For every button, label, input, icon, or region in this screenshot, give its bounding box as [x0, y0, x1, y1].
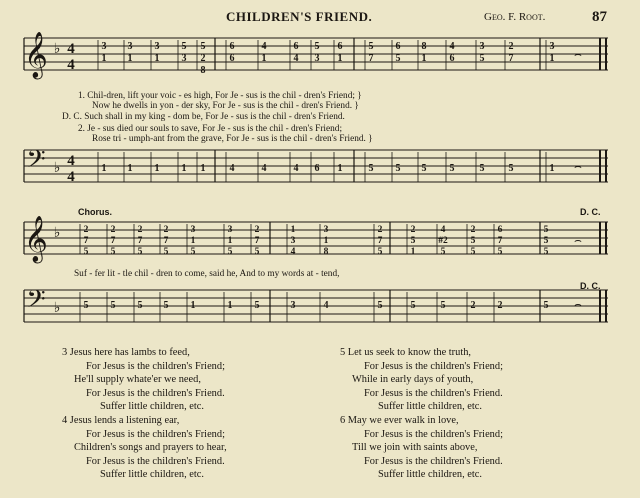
note-numeral: 2 [508, 41, 514, 52]
note-numeral: 5 [190, 247, 196, 257]
dc-label-bottom: D. C. [580, 281, 601, 291]
note-numeral: 5 [449, 163, 455, 174]
verse-line: For Jesus is the children's Friend; [364, 428, 503, 440]
verse-line: Till we join with saints above, [352, 442, 478, 454]
note-numeral: 5 [377, 247, 383, 257]
note-numeral: 4 [323, 300, 329, 311]
note-numeral: 3 [154, 41, 160, 52]
note-numeral: 5 [83, 300, 89, 311]
note-numeral: 2 [497, 300, 503, 311]
treble-clef-icon: 𝄞 [24, 216, 48, 261]
note-numeral: 5 [368, 41, 374, 52]
verse-line: Suffer little children, etc. [100, 401, 204, 413]
note-numeral: 5 [314, 41, 320, 52]
fermata-icon: ⌢ [574, 233, 582, 247]
note-numeral: 1 [261, 53, 267, 64]
note-numeral: 2 [410, 225, 416, 235]
note-numeral: 1 [190, 236, 196, 246]
note-numeral: 1 [227, 236, 233, 246]
note-numeral: 6 [395, 41, 401, 52]
note-numeral: 7 [137, 236, 143, 246]
verse-line: For Jesus is the children's Friend. [364, 387, 503, 399]
note-numeral: 3 [227, 225, 233, 235]
note-numeral: 2 [110, 225, 116, 235]
song-title: CHILDREN'S FRIEND. [226, 9, 373, 24]
verse-line: Suffer little children, etc. [378, 401, 482, 413]
note-numeral: 5 [470, 236, 476, 246]
note-numeral: 5 [470, 247, 476, 257]
note-numeral: 5 [479, 53, 485, 64]
note-numeral: 6 [229, 53, 235, 64]
note-numeral: 5 [163, 247, 169, 257]
note-numeral: 5 [543, 300, 549, 311]
note-numeral: 4 [229, 163, 235, 174]
verse-line: 4 Jesus lends a listening ear, [62, 415, 180, 426]
lyric-line-5: Rose tri - umph-ant from the grave, For Je - sus is the chil - dren's Friend. } [92, 134, 373, 144]
note-numeral: 4 [290, 247, 296, 257]
verse-line: 3 Jesus here has lambs to feed, [62, 347, 190, 358]
lyric-line-3: D. C. Such shall in my king - dom be, For Je - sus is the chil - dren's Friend. [62, 112, 345, 122]
note-numeral: 5 [479, 163, 485, 174]
note-numeral: 6 [497, 225, 503, 235]
bass-clef-icon: 𝄢 [26, 286, 46, 319]
note-numeral: 1 [200, 163, 206, 174]
note-numeral: 5 [497, 247, 503, 257]
note-numeral: 7 [110, 236, 116, 246]
note-numeral: 1 [337, 163, 343, 174]
note-numeral: 1 [227, 300, 233, 311]
note-numeral: 5 [254, 300, 260, 311]
flat-icon: ♭ [53, 226, 61, 241]
verse-5 [340, 346, 503, 414]
note-numeral: 5 [395, 53, 401, 64]
fermata-icon: ⌢ [574, 159, 582, 173]
note-numeral: 4 [293, 163, 299, 174]
verse-line: Suffer little children, etc. [100, 469, 204, 481]
lyric-line-1: 1. Chil-dren, lift your voic - es high, For Je - sus is the chil - dren's Friend; } [78, 91, 362, 101]
chorus-lyric: Suf - fer lit - tle chil - dren to come, said he, And to my words at - tend, [74, 269, 340, 279]
note-numeral: 5 [421, 163, 427, 174]
verse-line: For Jesus is the children's Friend. [86, 455, 225, 467]
note-numeral: 7 [254, 236, 260, 246]
note-numeral: 5 [508, 163, 514, 174]
note-numeral: 1 [337, 53, 343, 64]
note-numeral: 8 [421, 41, 427, 52]
note-numeral: 3 [479, 41, 485, 52]
note-numeral: 5 [110, 300, 116, 311]
note-numeral: 5 [137, 247, 143, 257]
note-numeral: 7 [368, 53, 374, 64]
note-numeral: 3 [127, 41, 133, 52]
note-numeral: 1 [127, 163, 133, 174]
note-numeral: 5 [440, 300, 446, 311]
note-numeral: #2 [438, 236, 448, 246]
note-numeral: 2 [377, 225, 383, 235]
note-numeral: 5 [137, 300, 143, 311]
flat-icon: ♭ [53, 161, 61, 176]
flat-icon: ♭ [53, 301, 61, 316]
composer-name: Geo. F. Root. [484, 11, 546, 23]
verse-line: Children's songs and prayers to hear, [74, 442, 227, 454]
verse-4 [62, 414, 227, 482]
lyric-line-4: 2. Je - sus died our souls to save, For Je - sus is the chil - dren's Friend; [78, 124, 343, 134]
note-numeral: 4 [261, 163, 267, 174]
note-numeral: 5 [410, 300, 416, 311]
note-numeral: 2 [83, 225, 89, 235]
fermata-icon: ⌢ [574, 297, 582, 311]
note-numeral: 3 [314, 53, 320, 64]
note-numeral: 5 [440, 247, 446, 257]
note-numeral: 7 [163, 236, 169, 246]
verse-line: 6 May we ever walk in love, [340, 415, 459, 426]
verse-3 [62, 346, 225, 414]
note-numeral: 6 [293, 41, 299, 52]
note-numeral: 2 [470, 225, 476, 235]
note-numeral: 3 [290, 236, 296, 246]
time-sig-top: 4 [67, 41, 75, 57]
note-numeral: 2 [163, 225, 169, 235]
note-numeral: 3 [290, 300, 296, 311]
note-numeral: 1 [101, 163, 107, 174]
note-numeral: 1 [323, 236, 329, 246]
note-numeral: 3 [549, 41, 555, 52]
lyric-line-2: Now he dwells in yon - der sky, For Je - sus is the chil - dren's Friend. } [92, 101, 359, 111]
note-numeral: 8 [323, 247, 329, 257]
note-numeral: 3 [190, 225, 196, 235]
note-numeral: 5 [368, 163, 374, 174]
note-numeral: 3 [181, 53, 187, 64]
note-numeral: 6 [229, 41, 235, 52]
note-numeral: 1 [127, 53, 133, 64]
note-numeral: 1 [421, 53, 427, 64]
treble-clef-icon: 𝄞 [24, 32, 48, 77]
dc-label-top: D. C. [580, 207, 601, 217]
note-numeral: 7 [497, 236, 503, 246]
note-numeral: 1 [154, 53, 160, 64]
verse-line: He'll supply whate'er we need, [74, 374, 201, 386]
note-numeral: 1 [549, 163, 555, 174]
note-numeral: 4 [293, 53, 299, 64]
note-numeral: 8 [200, 65, 206, 76]
note-numeral: 5 [254, 247, 260, 257]
note-numeral: 2 [137, 225, 143, 235]
page-number: 87 [592, 9, 607, 25]
note-numeral: 6 [337, 41, 343, 52]
note-numeral: 4 [440, 225, 446, 235]
note-numeral: 2 [200, 53, 206, 64]
note-numeral: 1 [190, 300, 196, 311]
note-numeral: 5 [163, 300, 169, 311]
note-numeral: 3 [101, 41, 107, 52]
verse-line: For Jesus is the children's Friend. [86, 387, 225, 399]
note-numeral: 2 [470, 300, 476, 311]
verse-line: 5 Let us seek to know the truth, [340, 347, 472, 358]
note-numeral: 4 [449, 41, 455, 52]
note-numeral: 5 [181, 41, 187, 52]
time-sig-bottom: 4 [67, 57, 75, 73]
verse-6 [340, 414, 503, 482]
note-numeral: 5 [377, 300, 383, 311]
note-numeral: 7 [377, 236, 383, 246]
note-numeral: 7 [508, 53, 514, 64]
note-numeral: 5 [395, 163, 401, 174]
note-numeral: 1 [410, 247, 416, 257]
note-numeral: 1 [181, 163, 187, 174]
note-numeral: 2 [254, 225, 260, 235]
note-numeral: 5 [543, 225, 549, 235]
note-numeral: 5 [543, 236, 549, 246]
note-numeral: 1 [290, 225, 296, 235]
note-numeral: 6 [449, 53, 455, 64]
note-numeral: 5 [543, 247, 549, 257]
note-numeral: 6 [314, 163, 320, 174]
note-numeral: 5 [200, 41, 206, 52]
verse-line: For Jesus is the children's Friend; [364, 360, 503, 372]
time-sig-top: 4 [67, 153, 75, 169]
chorus-label: Chorus. [78, 207, 113, 217]
verse-line: For Jesus is the children's Friend; [86, 428, 225, 440]
note-numeral: 5 [110, 247, 116, 257]
fermata-icon: ⌢ [574, 47, 582, 61]
note-numeral: 1 [549, 53, 555, 64]
verse-line: For Jesus is the children's Friend. [364, 455, 503, 467]
note-numeral: 3 [323, 225, 329, 235]
verse-line: For Jesus is the children's Friend; [86, 360, 225, 372]
verse-line: While in early days of youth, [352, 374, 474, 386]
bass-clef-icon: 𝄢 [26, 146, 46, 179]
note-numeral: 5 [83, 247, 89, 257]
note-numeral: 1 [101, 53, 107, 64]
note-numeral: 4 [261, 41, 267, 52]
note-numeral: 5 [410, 236, 416, 246]
note-numeral: 5 [227, 247, 233, 257]
note-numeral: 7 [83, 236, 89, 246]
flat-icon: ♭ [53, 42, 61, 57]
time-sig-bottom: 4 [67, 169, 75, 185]
verse-line: Suffer little children, etc. [378, 469, 482, 481]
note-numeral: 1 [154, 163, 160, 174]
